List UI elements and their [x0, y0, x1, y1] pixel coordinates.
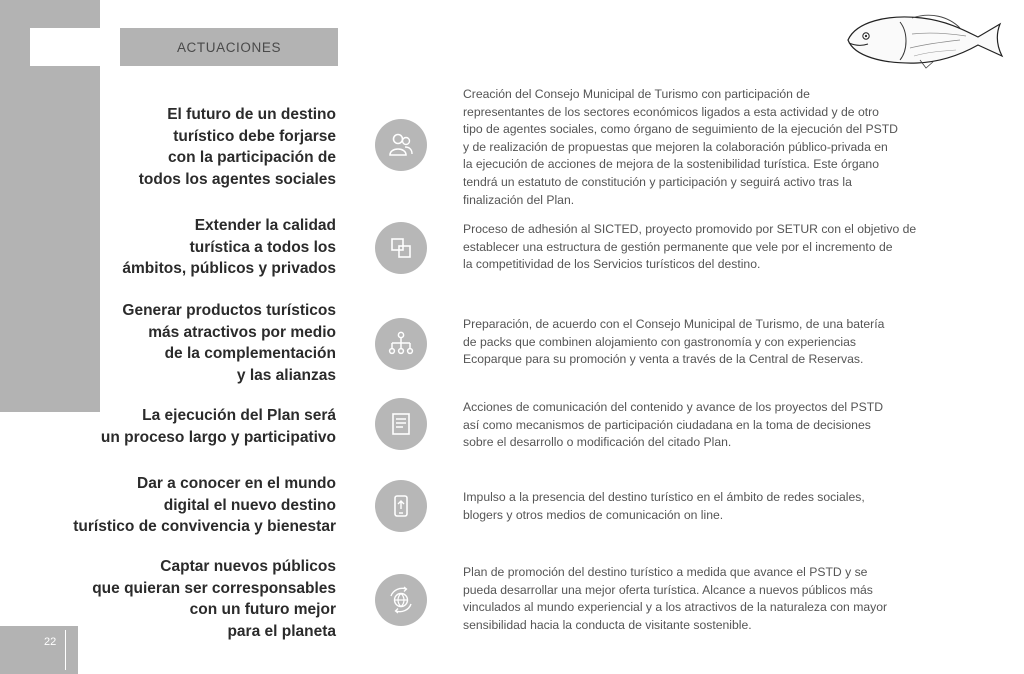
header-white-tab: [30, 28, 126, 66]
row-heading: Dar a conocer en el mundo digital el nuevo destino turístico de convivencia y bienestar: [73, 475, 336, 535]
page-number-box: [0, 626, 78, 674]
people-icon: [375, 119, 427, 171]
section-title: ACTUACIONES: [176, 40, 282, 55]
row-heading: Extender la calidad turística a todos los ámbitos, públicos y privados: [122, 217, 336, 277]
row-heading: El futuro de un destino turístico debe forjarse con la participación de todos los agentes sociales: [138, 106, 336, 188]
row-heading: La ejecución del Plan será un proceso largo y participativo: [100, 407, 336, 446]
row-description: Plan de promoción del destino turístico a medida que avance el PSTD y se pueda desarrollar una mejor oferta turística. Alcance a nuevos públicos más vinculados al mundo experiencial y a los atractivos de la naturaleza con mayor sensibilidad hacia la conducta de visitante sostenible.: [463, 565, 888, 632]
row-description: Acciones de comunicación del contenido y avance de los proyectos del PSTD así como mecanismos de participación ciudadana en la toma de decisiones sobre el desarrollo o modificación del citado Plan.: [463, 400, 884, 450]
hierarchy-icon: [375, 318, 427, 370]
fish-illustration-icon: [842, 10, 1006, 70]
row-heading: Generar productos turísticos más atractivos por medio de la complementación y las alianzas: [122, 302, 336, 384]
mobile-share-icon: [375, 480, 427, 532]
copy-squares-icon: [375, 222, 427, 274]
row-description: Preparación, de acuerdo con el Consejo Municipal de Turismo, de una batería de packs que combinen alojamiento con gastronomía y con experiencias Ecoparque para su promoción y venta a través de la Central de Reservas.: [463, 317, 885, 367]
page-number-divider: [65, 630, 66, 670]
row-description: Proceso de adhesión al SICTED, proyecto promovido por SETUR con el objetivo de establecer una estructura de gestión permanente que vele por el incremento de la competitividad de los Servicios turísticos del destino.: [463, 222, 917, 272]
row-heading: Captar nuevos públicos que quieran ser corresponsables con un futuro mejor para el planeta: [92, 558, 336, 640]
row-description: Creación del Consejo Municipal de Turismo con participación de representantes de los sectores económicos ligados a esta actividad y de otro tipo de agentes sociales, como órgano de seguimiento de la ejecución del PSTD y de realización de propuestas que mejoren la colaboración público-privada en la ejecución de acciones de mejora de la sostenibilidad turística. Este órgano tendrá un estatuto de constitución y participación y seguirá activo tras la finalización del Plan.: [463, 87, 898, 207]
document-icon: [375, 398, 427, 450]
globe-cycle-icon: [375, 574, 427, 626]
row-description: Impulso a la presencia del destino turístico en el ámbito de redes sociales, blogers y otros medios de comunicación on line.: [463, 490, 865, 522]
page-number: 22: [44, 636, 57, 648]
section-header: [120, 28, 338, 66]
